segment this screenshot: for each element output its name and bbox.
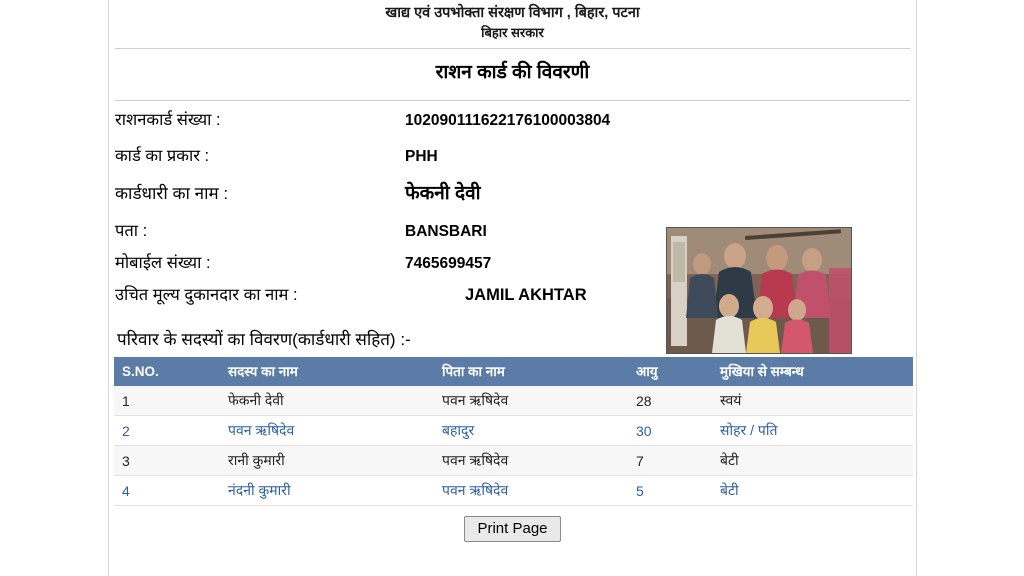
card-number-value: 102090111622176100003804 [405, 112, 611, 130]
cell-father-name: पवन ऋषिदेव [434, 386, 628, 416]
members-heading: परिवार के सदस्यों का विवरण(कार्डधारी सहित) :- [117, 330, 411, 350]
cell-sno: 2 [114, 416, 220, 446]
dealer-value: JAMIL AKHTAR [465, 286, 587, 305]
card-type-label: कार्ड का प्रकार : [115, 147, 210, 166]
column-header-sno: S.NO. [114, 357, 220, 386]
cell-relation: सोहर / पति [712, 416, 913, 446]
department-name-line2: बिहार सरकार [481, 24, 544, 40]
row-card-holder [115, 179, 916, 205]
dealer-label: उचित मूल्य दुकानदार का नाम : [115, 286, 298, 305]
cell-member-name: रानी कुमारी [220, 446, 434, 476]
department-name-line1: खाद्य एवं उपभोक्ता संरक्षण विभाग , बिहार, पटना [385, 5, 640, 21]
table-row [114, 446, 913, 476]
cell-member-name: पवन ऋषिदेव [220, 416, 434, 446]
column-header-relation: मुखिया से सम्बन्ध [712, 357, 913, 386]
mobile-label: मोबाईल संख्या : [115, 254, 211, 273]
cell-relation: बेटी [712, 446, 913, 476]
table-row [114, 386, 913, 416]
table-row [114, 476, 913, 506]
card-holder-label: कार्डधारी का नाम : [115, 184, 229, 204]
cell-age: 7 [628, 446, 712, 476]
row-card-type [115, 143, 916, 166]
row-card-number [115, 107, 916, 130]
members-table [114, 357, 913, 506]
cell-member-name: नंदनी कुमारी [220, 476, 434, 506]
column-header-age: आयु [628, 357, 712, 386]
family-photo [666, 227, 852, 354]
address-label: पता : [115, 222, 148, 241]
mobile-value: 7465699457 [405, 255, 492, 273]
cell-father-name: पवन ऋषिदेव [434, 446, 628, 476]
cell-sno: 1 [114, 386, 220, 416]
department-header [109, 0, 916, 41]
print-button-container [109, 516, 916, 542]
card-details [109, 101, 916, 305]
cell-member-name: फेकनी देवी [220, 386, 434, 416]
column-header-father-name: पिता का नाम [434, 357, 628, 386]
cell-age: 28 [628, 386, 712, 416]
cell-age: 5 [628, 476, 712, 506]
cell-relation: बेटी [712, 476, 913, 506]
cell-age: 30 [628, 416, 712, 446]
family-photo-image [667, 228, 851, 353]
cell-father-name: बहादुर [434, 416, 628, 446]
address-value: BANSBARI [405, 223, 487, 241]
cell-father-name: पवन ऋषिदेव [434, 476, 628, 506]
cell-relation: स्वयं [712, 386, 913, 416]
column-header-member-name: सदस्य का नाम [220, 357, 434, 386]
page-title: राशन कार्ड की विवरणी [435, 62, 590, 84]
ration-card-document [109, 0, 916, 576]
card-type-value: PHH [405, 148, 438, 166]
cell-sno: 3 [114, 446, 220, 476]
card-holder-value: फेकनी देवी [405, 183, 481, 205]
print-page-button[interactable]: Print Page [464, 516, 560, 542]
cell-sno: 4 [114, 476, 220, 506]
card-number-label: राशनकार्ड संख्या : [115, 111, 221, 130]
table-header-row [114, 357, 913, 386]
table-row [114, 416, 913, 446]
